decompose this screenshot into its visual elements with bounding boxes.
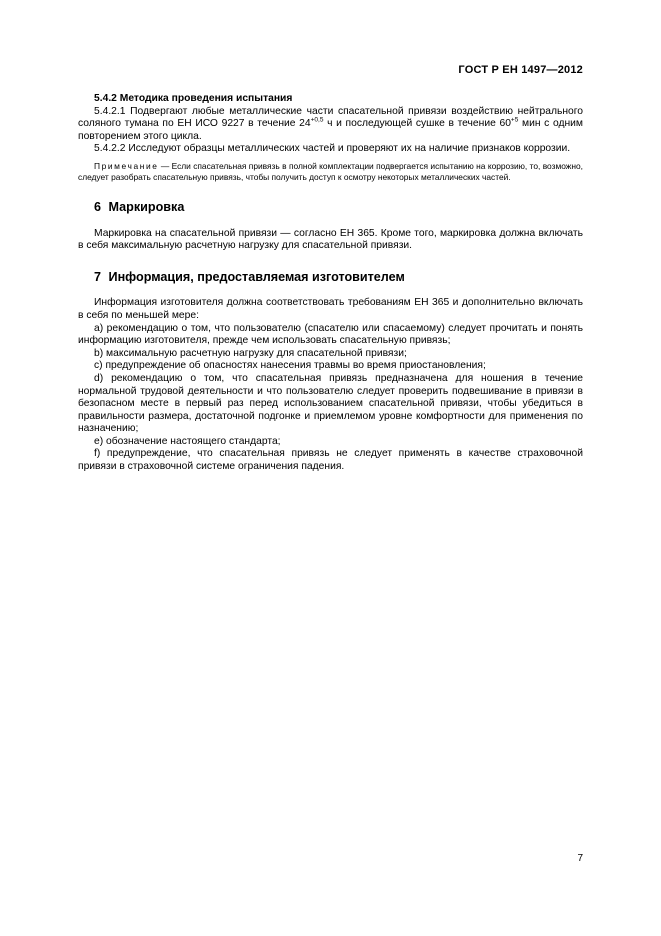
list-item-f: f) предупреждение, что спасательная привязь не следует применять в качестве страховочной привязи в страховочной системе ограничения падения. <box>78 448 583 473</box>
tolerance-superscript: +5 <box>510 116 519 124</box>
note-label: Примечание <box>94 160 159 171</box>
list-item-e: e) обозначение настоящего стандарта; <box>94 435 281 447</box>
paragraph-text: мин с одним повторением этого цикла. <box>78 118 583 142</box>
paragraph-5-4-2-2: 5.4.2.2 Исследуют образцы металлических частей и проверяют их на наличие признаков коррозии. <box>94 143 571 155</box>
list-item-a: a) рекомендацию о том, что пользователю (спасателю или спасаемому) следует прочитать и понять информацию изготовителя, прежде чем использовать спасательную привязь; <box>78 322 583 347</box>
page-number: 7 <box>577 853 583 864</box>
page-content <box>78 93 583 474</box>
paragraph-6: Маркировка на спасательной привязи — согласно ЕН 365. Кроме того, маркировка должна включать в себя максимальную расчетную нагрузку для спасательной привязи. <box>78 227 583 252</box>
section-heading-6 <box>78 201 583 214</box>
paragraph-text: 5.4.2.1 Подвергают любые металлические части спасательной привязи воздействию нейтрального соляного тумана по ЕН ИСО 9227 в течение 24 <box>78 105 583 130</box>
section-number: 7 <box>94 269 102 284</box>
list-item-d: d) рекомендацию о том, что спасательная привязь предназначена для ношения в течение нормальной трудовой деятельности и что пользователю следует проверить подвешивание в привязи в безопасном месте в первый раз перед использованием спасательной привязи, чтобы убедиться в правильности размера, достаточной подгонке и приемлемом уровне комфортности для применения по назначению; <box>78 372 583 435</box>
section-title: Информация, предоставляемая изготовителем <box>108 269 405 284</box>
list-item-b: b) максимальную расчетную нагрузку для спасательной привязи; <box>94 347 407 359</box>
paragraph-7-intro: Информация изготовителя должна соответствовать требованиям ЕН 365 и дополнительно включать в себя по меньшей мере: <box>78 297 583 321</box>
paragraph-5-4-2-1 <box>78 106 583 144</box>
note-text: — Если спасательная привязь в полной комплектации подвергается испытанию на коррозию, то, возможно, следует разобрать спасательную привязь, чтобы получить доступ к осмотру некоторых металлических частей. <box>78 160 583 182</box>
section-title: Маркировка <box>108 199 185 214</box>
list-item-c: c) предупреждение об опасностях нанесения травмы во время приостановления; <box>94 360 486 372</box>
section-number: 6 <box>94 199 102 214</box>
document-id-header: ГОСТ Р ЕН 1497—2012 <box>458 64 583 76</box>
subsection-title-5-4-2: 5.4.2 Методика проведения испытания <box>94 93 293 104</box>
note <box>78 161 583 183</box>
tolerance-superscript: +0,5 <box>310 116 324 124</box>
section-heading-7 <box>78 271 583 284</box>
paragraph-text: ч и последующей сушке в течение 60 <box>323 118 511 130</box>
